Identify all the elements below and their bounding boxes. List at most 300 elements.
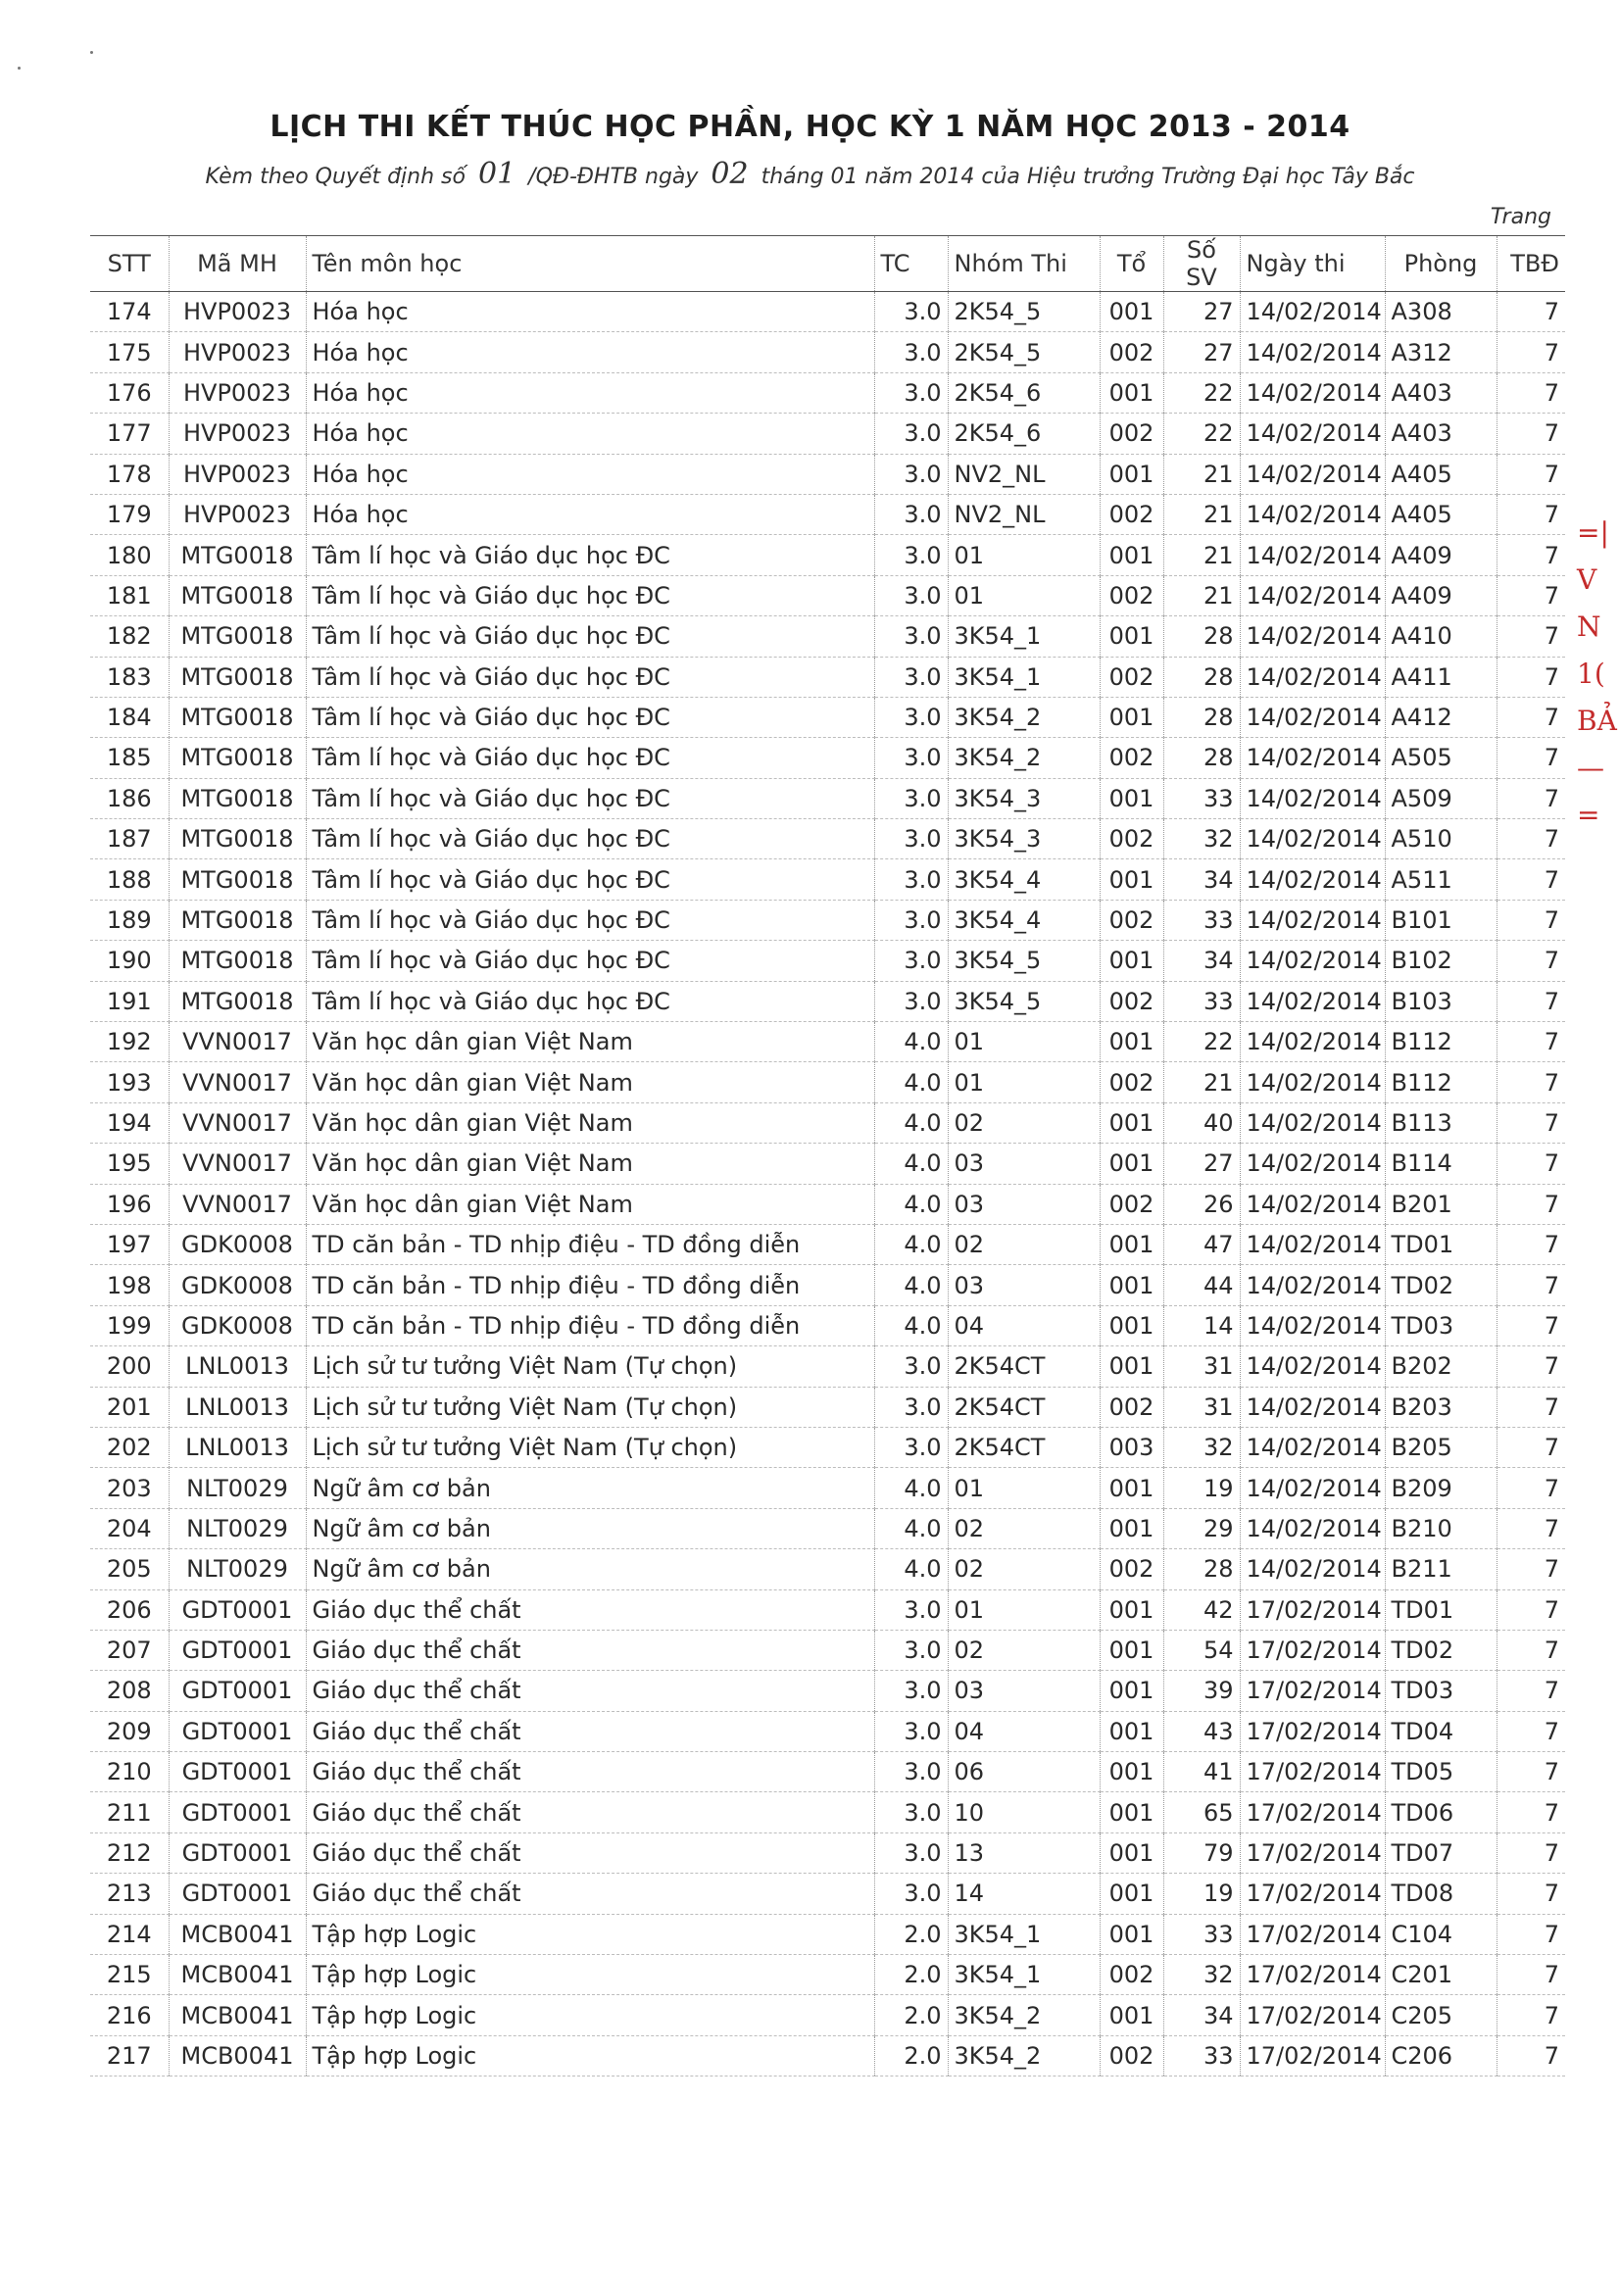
room-cell: TD01 (1385, 1589, 1497, 1630)
course-code-cell: MTG0018 (169, 941, 306, 981)
student-count-cell: 43 (1163, 1711, 1240, 1751)
session-cell: 7 (1497, 616, 1565, 657)
room-cell: B205 (1385, 1427, 1497, 1467)
session-cell: 7 (1497, 372, 1565, 413)
subgroup-cell: 003 (1100, 1427, 1163, 1467)
room-cell: B203 (1385, 1387, 1497, 1427)
exam-group-cell: 06 (948, 1752, 1100, 1792)
exam-group-cell: 3K54_2 (948, 2035, 1100, 2076)
course-name-cell: Giáo dục thể chất (306, 1832, 874, 1873)
course-code-cell: VVN0017 (169, 1062, 306, 1102)
course-code-cell: GDT0001 (169, 1792, 306, 1832)
stt-cell: 212 (90, 1832, 169, 1873)
stamp-fragment: = (1577, 799, 1600, 831)
session-cell: 7 (1497, 1346, 1565, 1387)
exam-date-cell: 14/02/2014 (1240, 941, 1385, 981)
course-name-cell: Tập hợp Logic (306, 2035, 874, 2076)
student-count-cell: 27 (1163, 1144, 1240, 1184)
student-count-cell: 28 (1163, 1549, 1240, 1589)
exam-date-cell: 14/02/2014 (1240, 657, 1385, 697)
course-code-cell: VVN0017 (169, 1022, 306, 1062)
subgroup-cell: 001 (1100, 1832, 1163, 1873)
table-row (90, 1508, 1565, 1548)
subtitle-prefix: Kèm theo Quyết định số (205, 165, 466, 189)
table-row (90, 1671, 1565, 1711)
subgroup-cell: 001 (1100, 1630, 1163, 1670)
student-count-cell: 47 (1163, 1224, 1240, 1264)
student-count-cell: 31 (1163, 1387, 1240, 1427)
session-cell: 7 (1497, 1711, 1565, 1751)
credits-cell: 3.0 (874, 1711, 948, 1751)
student-count-cell: 28 (1163, 616, 1240, 657)
session-cell: 7 (1497, 1955, 1565, 1995)
subgroup-cell: 001 (1100, 1995, 1163, 2035)
table-row (90, 1346, 1565, 1387)
course-code-cell: NLT0029 (169, 1508, 306, 1548)
exam-date-cell: 17/02/2014 (1240, 1752, 1385, 1792)
student-count-cell: 32 (1163, 1955, 1240, 1995)
exam-date-cell: 17/02/2014 (1240, 1671, 1385, 1711)
credits-cell: 3.0 (874, 535, 948, 575)
credits-cell: 3.0 (874, 372, 948, 413)
exam-group-cell: 3K54_2 (948, 1995, 1100, 2035)
stt-cell: 213 (90, 1874, 169, 1914)
exam-group-cell: 01 (948, 575, 1100, 615)
credits-cell: 3.0 (874, 1792, 948, 1832)
table-row (90, 332, 1565, 372)
student-count-cell: 41 (1163, 1752, 1240, 1792)
subgroup-cell: 001 (1100, 1468, 1163, 1508)
subgroup-cell: 002 (1100, 2035, 1163, 2076)
table-row (90, 819, 1565, 859)
exam-group-cell: 02 (948, 1630, 1100, 1670)
room-cell: A312 (1385, 332, 1497, 372)
table-row (90, 1387, 1565, 1427)
subgroup-cell: 002 (1100, 657, 1163, 697)
subgroup-cell: 001 (1100, 1792, 1163, 1832)
subgroup-cell: 002 (1100, 414, 1163, 454)
exam-group-cell: 02 (948, 1508, 1100, 1548)
exam-date-cell: 14/02/2014 (1240, 494, 1385, 534)
exam-date-cell: 14/02/2014 (1240, 1305, 1385, 1345)
course-code-cell: MTG0018 (169, 819, 306, 859)
room-cell: B201 (1385, 1184, 1497, 1224)
exam-group-cell: 01 (948, 1022, 1100, 1062)
credits-cell: 4.0 (874, 1305, 948, 1345)
credits-cell: 3.0 (874, 697, 948, 737)
student-count-cell: 33 (1163, 900, 1240, 940)
student-count-cell: 28 (1163, 738, 1240, 778)
table-row (90, 292, 1565, 332)
subgroup-cell: 001 (1100, 1144, 1163, 1184)
course-name-cell: Giáo dục thể chất (306, 1792, 874, 1832)
stt-cell: 174 (90, 292, 169, 332)
stt-cell: 214 (90, 1914, 169, 1954)
course-name-cell: Ngữ âm cơ bản (306, 1508, 874, 1548)
course-name-cell: Tâm lí học và Giáo dục học ĐC (306, 778, 874, 818)
student-count-cell: 14 (1163, 1305, 1240, 1345)
table-row (90, 1832, 1565, 1873)
table-row (90, 1224, 1565, 1264)
room-cell: B103 (1385, 981, 1497, 1021)
student-count-cell: 21 (1163, 494, 1240, 534)
stt-cell: 193 (90, 1062, 169, 1102)
subgroup-cell: 001 (1100, 1346, 1163, 1387)
exam-group-cell: 3K54_5 (948, 941, 1100, 981)
course-name-cell: Tâm lí học và Giáo dục học ĐC (306, 616, 874, 657)
stt-cell: 175 (90, 332, 169, 372)
exam-group-cell: 3K54_2 (948, 697, 1100, 737)
subgroup-cell: 001 (1100, 1508, 1163, 1548)
room-cell: B112 (1385, 1062, 1497, 1102)
course-name-cell: Giáo dục thể chất (306, 1874, 874, 1914)
exam-date-cell: 14/02/2014 (1240, 1427, 1385, 1467)
session-cell: 7 (1497, 1102, 1565, 1143)
session-cell: 7 (1497, 1914, 1565, 1954)
subgroup-cell: 001 (1100, 292, 1163, 332)
student-count-cell: 29 (1163, 1508, 1240, 1548)
student-count-cell: 79 (1163, 1832, 1240, 1873)
subtitle-suffix: tháng 01 năm 2014 của Hiệu trưởng Trường Đại học Tây Bắc (761, 165, 1415, 189)
decision-number: 01 (477, 157, 516, 191)
stt-cell: 183 (90, 657, 169, 697)
session-cell: 7 (1497, 859, 1565, 900)
credits-cell: 3.0 (874, 292, 948, 332)
room-cell: TD01 (1385, 1224, 1497, 1264)
credits-cell: 4.0 (874, 1022, 948, 1062)
column-header-credits: TC (874, 236, 948, 292)
course-code-cell: HVP0023 (169, 454, 306, 494)
stt-cell: 185 (90, 738, 169, 778)
exam-date-cell: 14/02/2014 (1240, 1102, 1385, 1143)
course-code-cell: NLT0029 (169, 1468, 306, 1508)
table-row (90, 1955, 1565, 1995)
credits-cell: 3.0 (874, 900, 948, 940)
subgroup-cell: 002 (1100, 981, 1163, 1021)
exam-group-cell: 14 (948, 1874, 1100, 1914)
room-cell: A308 (1385, 292, 1497, 332)
credits-cell: 3.0 (874, 1671, 948, 1711)
exam-group-cell: 2K54_5 (948, 332, 1100, 372)
exam-date-cell: 14/02/2014 (1240, 1265, 1385, 1305)
exam-group-cell: 2K54_6 (948, 414, 1100, 454)
student-count-cell: 40 (1163, 1102, 1240, 1143)
credits-cell: 3.0 (874, 941, 948, 981)
student-count-cell: 54 (1163, 1630, 1240, 1670)
session-cell: 7 (1497, 778, 1565, 818)
exam-group-cell: 02 (948, 1102, 1100, 1143)
credits-cell: 3.0 (874, 454, 948, 494)
exam-date-cell: 17/02/2014 (1240, 1955, 1385, 1995)
credits-cell: 3.0 (874, 616, 948, 657)
exam-group-cell: 3K54_4 (948, 859, 1100, 900)
stt-cell: 178 (90, 454, 169, 494)
student-count-cell: 22 (1163, 372, 1240, 413)
stt-cell: 197 (90, 1224, 169, 1264)
subgroup-cell: 002 (1100, 819, 1163, 859)
course-code-cell: MTG0018 (169, 900, 306, 940)
page-title: LỊCH THI KẾT THÚC HỌC PHẦN, HỌC KỲ 1 NĂM HỌC 2013 - 2014 (270, 110, 1350, 144)
credits-cell: 3.0 (874, 819, 948, 859)
column-header-subgroup: Tổ (1100, 236, 1163, 292)
course-name-cell: Hóa học (306, 454, 874, 494)
session-cell: 7 (1497, 1792, 1565, 1832)
course-code-cell: MTG0018 (169, 697, 306, 737)
course-code-cell: MTG0018 (169, 859, 306, 900)
session-cell: 7 (1497, 1387, 1565, 1427)
stt-cell: 205 (90, 1549, 169, 1589)
student-count-cell: 33 (1163, 2035, 1240, 2076)
course-code-cell: HVP0023 (169, 494, 306, 534)
course-code-cell: MTG0018 (169, 657, 306, 697)
room-cell: B102 (1385, 941, 1497, 981)
course-name-cell: Tập hợp Logic (306, 1914, 874, 1954)
exam-group-cell: 2K54_6 (948, 372, 1100, 413)
stt-cell: 209 (90, 1711, 169, 1751)
course-code-cell: VVN0017 (169, 1102, 306, 1143)
student-count-cell: 28 (1163, 657, 1240, 697)
session-cell: 7 (1497, 1671, 1565, 1711)
exam-date-cell: 14/02/2014 (1240, 1468, 1385, 1508)
table-row (90, 941, 1565, 981)
room-cell: B114 (1385, 1144, 1497, 1184)
session-cell: 7 (1497, 1995, 1565, 2035)
student-count-cell: 21 (1163, 535, 1240, 575)
exam-group-cell: 01 (948, 1062, 1100, 1102)
table-row (90, 1752, 1565, 1792)
session-cell: 7 (1497, 900, 1565, 940)
stt-cell: 180 (90, 535, 169, 575)
table-row (90, 414, 1565, 454)
room-cell: TD04 (1385, 1711, 1497, 1751)
room-cell: A410 (1385, 616, 1497, 657)
course-code-cell: GDT0001 (169, 1874, 306, 1914)
subgroup-cell: 001 (1100, 697, 1163, 737)
room-cell: TD07 (1385, 1832, 1497, 1873)
exam-group-cell: 3K54_1 (948, 1914, 1100, 1954)
session-cell: 7 (1497, 1630, 1565, 1670)
subgroup-cell: 001 (1100, 616, 1163, 657)
exam-date-cell: 14/02/2014 (1240, 414, 1385, 454)
course-code-cell: MTG0018 (169, 575, 306, 615)
room-cell: A505 (1385, 738, 1497, 778)
scan-speck (18, 67, 21, 70)
credits-cell: 2.0 (874, 1955, 948, 1995)
stt-cell: 176 (90, 372, 169, 413)
credits-cell: 3.0 (874, 657, 948, 697)
room-cell: B101 (1385, 900, 1497, 940)
course-name-cell: Tâm lí học và Giáo dục học ĐC (306, 697, 874, 737)
exam-date-cell: 14/02/2014 (1240, 292, 1385, 332)
table-row (90, 1995, 1565, 2035)
stt-cell: 184 (90, 697, 169, 737)
course-code-cell: MCB0041 (169, 1914, 306, 1954)
stamp-fragment: BẢ (1577, 705, 1617, 737)
credits-cell: 3.0 (874, 575, 948, 615)
table-row (90, 738, 1565, 778)
exam-date-cell: 14/02/2014 (1240, 900, 1385, 940)
subgroup-cell: 002 (1100, 575, 1163, 615)
stt-cell: 203 (90, 1468, 169, 1508)
table-row (90, 1184, 1565, 1224)
stt-cell: 182 (90, 616, 169, 657)
room-cell: C206 (1385, 2035, 1497, 2076)
room-cell: A409 (1385, 575, 1497, 615)
room-cell: A403 (1385, 414, 1497, 454)
stt-cell: 181 (90, 575, 169, 615)
exam-date-cell: 14/02/2014 (1240, 372, 1385, 413)
table-row (90, 1102, 1565, 1143)
stamp-fragment: — (1577, 752, 1604, 784)
exam-group-cell: 2K54_5 (948, 292, 1100, 332)
credits-cell: 3.0 (874, 1832, 948, 1873)
student-count-cell: 33 (1163, 778, 1240, 818)
table-row (90, 981, 1565, 1021)
room-cell: TD02 (1385, 1630, 1497, 1670)
student-count-cell: 31 (1163, 1346, 1240, 1387)
course-code-cell: MTG0018 (169, 981, 306, 1021)
student-count-cell: 32 (1163, 819, 1240, 859)
student-count-cell: 27 (1163, 332, 1240, 372)
session-cell: 7 (1497, 738, 1565, 778)
column-header-stt: STT (90, 236, 169, 292)
stamp-fragment: N (1577, 611, 1601, 643)
student-count-cell: 21 (1163, 1062, 1240, 1102)
credits-cell: 4.0 (874, 1265, 948, 1305)
course-name-cell: Hóa học (306, 372, 874, 413)
stt-cell: 196 (90, 1184, 169, 1224)
course-name-cell: Tâm lí học và Giáo dục học ĐC (306, 900, 874, 940)
subgroup-cell: 001 (1100, 1224, 1163, 1264)
credits-cell: 3.0 (874, 1346, 948, 1387)
session-cell: 7 (1497, 494, 1565, 534)
credits-cell: 3.0 (874, 494, 948, 534)
exam-group-cell: 3K54_2 (948, 738, 1100, 778)
subgroup-cell: 001 (1100, 778, 1163, 818)
column-header-course-code: Mã MH (169, 236, 306, 292)
course-name-cell: Văn học dân gian Việt Nam (306, 1102, 874, 1143)
course-code-cell: LNL0013 (169, 1427, 306, 1467)
course-code-cell: GDT0001 (169, 1711, 306, 1751)
room-cell: A510 (1385, 819, 1497, 859)
exam-group-cell: 01 (948, 1468, 1100, 1508)
exam-date-cell: 14/02/2014 (1240, 332, 1385, 372)
stt-cell: 177 (90, 414, 169, 454)
exam-group-cell: 01 (948, 535, 1100, 575)
session-cell: 7 (1497, 2035, 1565, 2076)
course-name-cell: Tập hợp Logic (306, 1995, 874, 2035)
student-count-cell: 26 (1163, 1184, 1240, 1224)
table-row (90, 1914, 1565, 1954)
room-cell: C201 (1385, 1955, 1497, 1995)
table-header-row (90, 236, 1565, 292)
stt-cell: 199 (90, 1305, 169, 1345)
stt-cell: 188 (90, 859, 169, 900)
subgroup-cell: 001 (1100, 1914, 1163, 1954)
exam-group-cell: 04 (948, 1711, 1100, 1751)
student-count-cell: 34 (1163, 941, 1240, 981)
course-name-cell: Tâm lí học và Giáo dục học ĐC (306, 575, 874, 615)
exam-date-cell: 14/02/2014 (1240, 1508, 1385, 1548)
session-cell: 7 (1497, 1589, 1565, 1630)
session-cell: 7 (1497, 1305, 1565, 1345)
room-cell: C104 (1385, 1914, 1497, 1954)
exam-date-cell: 14/02/2014 (1240, 616, 1385, 657)
course-code-cell: HVP0023 (169, 372, 306, 413)
student-count-cell: 22 (1163, 414, 1240, 454)
course-code-cell: LNL0013 (169, 1346, 306, 1387)
course-name-cell: Giáo dục thể chất (306, 1589, 874, 1630)
course-code-cell: VVN0017 (169, 1184, 306, 1224)
student-count-cell: 19 (1163, 1468, 1240, 1508)
subtitle-middle: /QĐ-ĐHTB ngày (528, 165, 699, 189)
subgroup-cell: 002 (1100, 494, 1163, 534)
course-name-cell: Hóa học (306, 494, 874, 534)
course-code-cell: VVN0017 (169, 1144, 306, 1184)
student-count-cell: 22 (1163, 1022, 1240, 1062)
credits-cell: 4.0 (874, 1508, 948, 1548)
exam-date-cell: 14/02/2014 (1240, 1224, 1385, 1264)
exam-date-cell: 14/02/2014 (1240, 575, 1385, 615)
table-row (90, 1630, 1565, 1670)
credits-cell: 4.0 (874, 1184, 948, 1224)
subgroup-cell: 002 (1100, 1955, 1163, 1995)
course-name-cell: Tâm lí học và Giáo dục học ĐC (306, 657, 874, 697)
session-cell: 7 (1497, 1062, 1565, 1102)
exam-date-cell: 14/02/2014 (1240, 1549, 1385, 1589)
column-header-student-count: Số SV (1163, 236, 1240, 292)
student-count-cell: 21 (1163, 454, 1240, 494)
exam-date-cell: 14/02/2014 (1240, 454, 1385, 494)
room-cell: B210 (1385, 1508, 1497, 1548)
room-cell: B113 (1385, 1102, 1497, 1143)
column-header-course-name: Tên môn học (306, 236, 874, 292)
course-name-cell: Giáo dục thể chất (306, 1752, 874, 1792)
student-count-cell: 32 (1163, 1427, 1240, 1467)
room-cell: A411 (1385, 657, 1497, 697)
course-code-cell: MTG0018 (169, 616, 306, 657)
student-count-cell: 34 (1163, 1995, 1240, 2035)
course-name-cell: Lịch sử tư tưởng Việt Nam (Tự chọn) (306, 1387, 874, 1427)
exam-date-cell: 17/02/2014 (1240, 1874, 1385, 1914)
table-row (90, 1022, 1565, 1062)
student-count-cell: 19 (1163, 1874, 1240, 1914)
exam-group-cell: NV2_NL (948, 494, 1100, 534)
exam-group-cell: 04 (948, 1305, 1100, 1345)
stt-cell: 189 (90, 900, 169, 940)
exam-date-cell: 14/02/2014 (1240, 535, 1385, 575)
room-cell: A412 (1385, 697, 1497, 737)
stt-cell: 195 (90, 1144, 169, 1184)
session-cell: 7 (1497, 941, 1565, 981)
course-code-cell: MTG0018 (169, 778, 306, 818)
column-header-exam-date: Ngày thi (1240, 236, 1385, 292)
scan-speck (90, 51, 93, 54)
session-cell: 7 (1497, 1832, 1565, 1873)
credits-cell: 4.0 (874, 1468, 948, 1508)
subgroup-cell: 001 (1100, 1022, 1163, 1062)
course-code-cell: GDK0008 (169, 1265, 306, 1305)
session-cell: 7 (1497, 1224, 1565, 1264)
credits-cell: 4.0 (874, 1102, 948, 1143)
room-cell: TD05 (1385, 1752, 1497, 1792)
exam-date-cell: 14/02/2014 (1240, 981, 1385, 1021)
table-row (90, 1144, 1565, 1184)
exam-group-cell: NV2_NL (948, 454, 1100, 494)
student-count-cell: 33 (1163, 1914, 1240, 1954)
stt-cell: 200 (90, 1346, 169, 1387)
table-row (90, 454, 1565, 494)
